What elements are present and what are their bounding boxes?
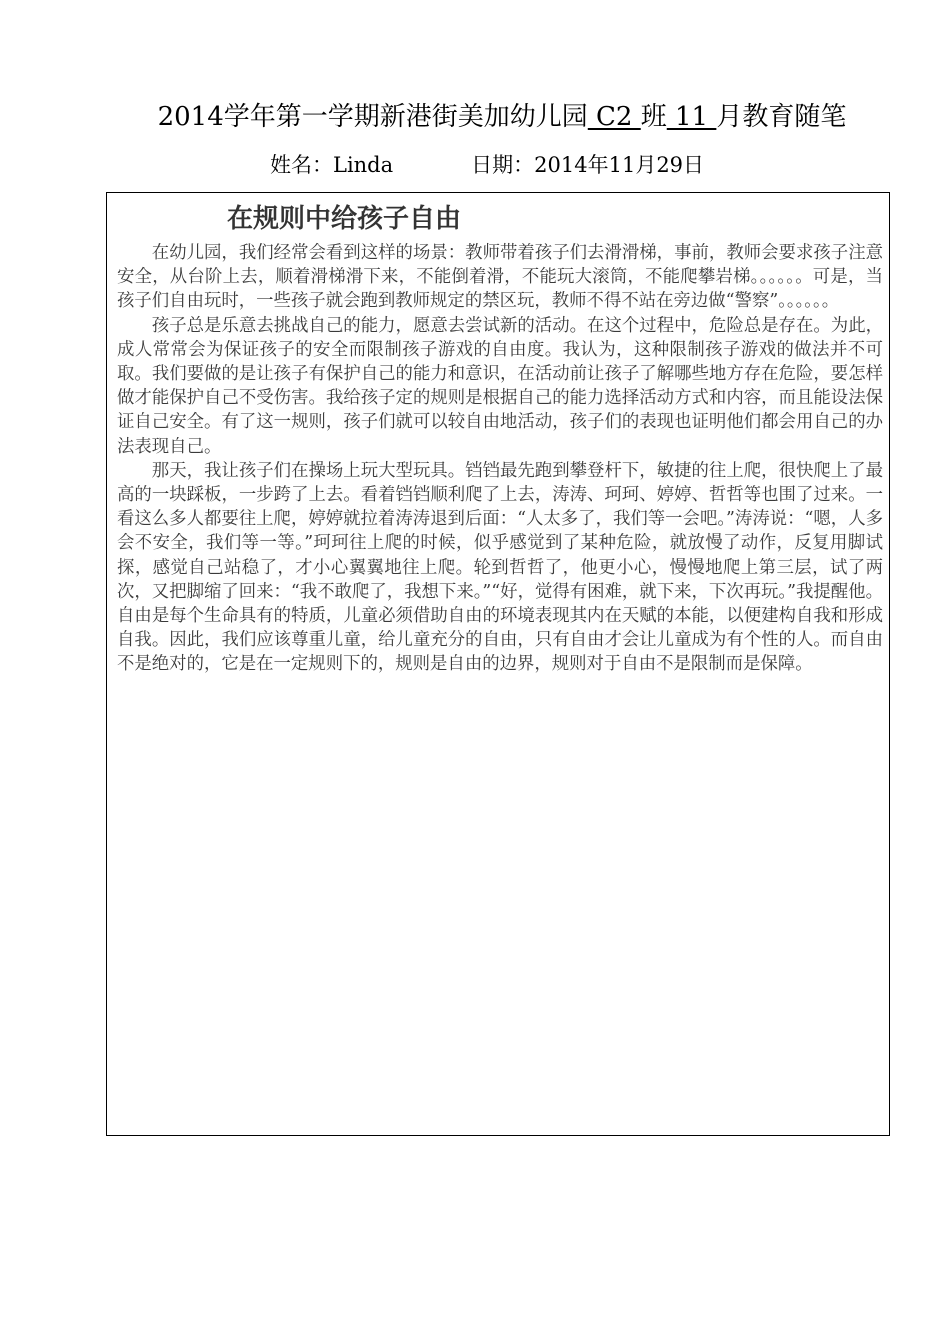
essay-paragraph-3: 那天，我让孩子们在操场上玩大型玩具。铛铛最先跑到攀登杆下，敏捷的往上爬，很快爬上了最高的一块踩板，一步跨了上去。看着铛铛顺利爬了上去，涛涛、珂珂、婷婷、哲哲等也围了过来。一看这么多人都要往上爬，婷婷就拉着涛涛退到后面：“人太多了，我们等一会吧。”涛涛说：“嗯，人多会不安全，我们等一等。”珂珂往上爬的时候，似乎感觉到了某种危险，就放慢了动作，反复用脚试探，感觉自己站稳了，才小心翼翼地往上爬。轮到哲哲了，他更小心，慢慢地爬上第三层，试了两次，又把脚缩了回来：“我不敢爬了，我想下来。”“好，觉得有困难，就下来，下次再玩。”我提醒他。 — [117, 460, 883, 602]
class-suffix: 班 — [640, 102, 667, 132]
essay-paragraph-4: 自由是每个生命具有的特质，儿童必须借助自由的环境表现其内在天赋的本能，以便建构自我和形成自我。因此，我们应该尊重儿童，给儿童充分的自由，只有自由才会让儿童成为有个性的人。而自由不是绝对的，它是在一定规则下的，规则是自由的边界，规则对于自由不是限制而是保障。 — [117, 606, 883, 675]
essay-body — [117, 241, 883, 677]
name-value: Linda — [333, 153, 394, 177]
date-label: 日期： — [471, 153, 535, 177]
class-name: C2 — [587, 102, 641, 132]
essay-paragraph-1: 在幼儿园，我们经常会看到这样的场景：教师带着孩子们去滑滑梯，事前，教师会要求孩子注意安全，从台阶上去，顺着滑梯滑下来，不能倒着滑，不能玩大滚筒，不能爬攀岩梯。。。。。。可是，当孩子们自由玩时，一些孩子就会跑到教师规定的禁区玩，教师不得不站在旁边做“警察”。。。。。。 — [117, 243, 883, 312]
essay-paragraph-2: 孩子总是乐意去挑战自己的能力，愿意去尝试新的活动。在这个过程中，危险总是存在。为此，成人常常会为保证孩子的安全而限制孩子游戏的自由度。我认为，这种限制孩子游戏的做法并不可取。我们要做的是让孩子有保护自己的能力和意识，在活动前让孩子了解哪些地方存在危险，要怎样做才能保护自己不受伤害。我给孩子定的规则是根据自己的能力选择活动方式和内容，而且能设法保证自己安全。有了这一规则，孩子们就可以较自由地活动，孩子们的表现也证明他们都会用自己的办法表现自己。 — [117, 315, 883, 457]
name-label: 姓名： — [270, 153, 333, 177]
essay-box — [106, 192, 890, 1136]
date-value: 2014年11月29日 — [534, 153, 705, 177]
title-suffix: 月教育随笔 — [716, 102, 847, 132]
month-value: 11 — [666, 102, 717, 132]
author-date-line — [270, 150, 704, 180]
essay-title: 在规则中给孩子自由 — [227, 204, 462, 234]
title-prefix: 2014学年第一学期新港街美加幼儿园 — [157, 102, 588, 132]
document-title — [0, 97, 950, 137]
